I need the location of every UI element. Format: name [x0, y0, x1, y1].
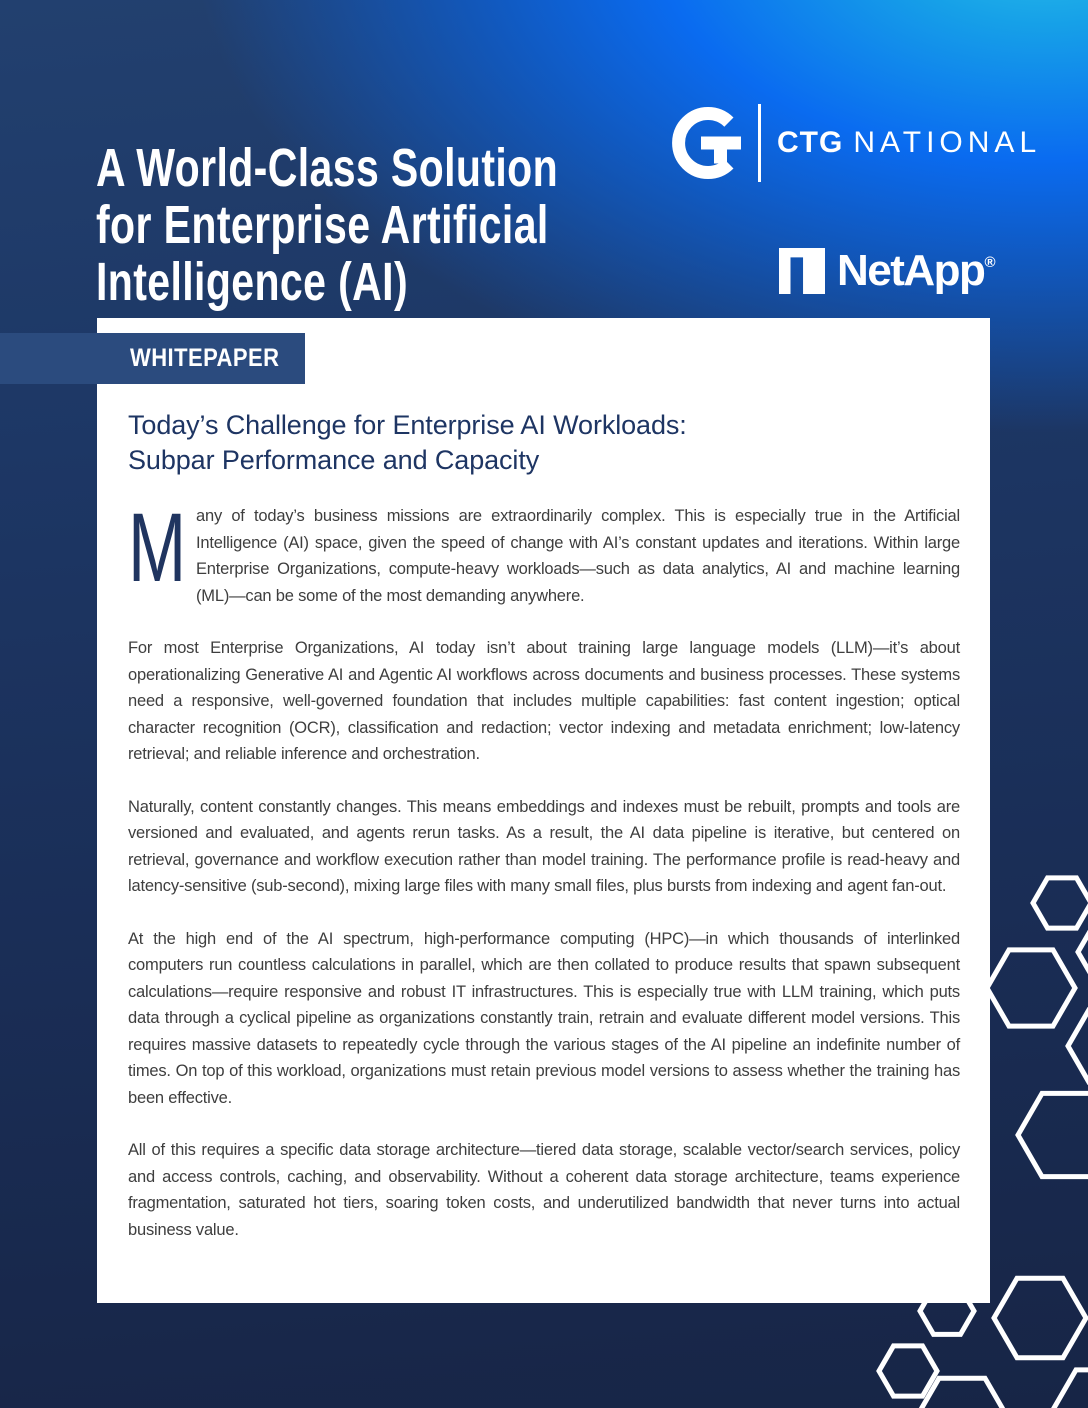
dropcap-letter: M — [128, 493, 187, 602]
page-title-line2: for Enterprise Artificial — [96, 195, 549, 256]
netapp-icon — [779, 248, 825, 294]
registered-mark: ® — [984, 254, 996, 271]
whitepaper-banner — [0, 333, 305, 384]
paragraph-lead-text: any of today’s business missions are extraordinarily complex. This is especially true in the Artificial Intelligence (AI) space, given the speed of change with AI’s constant updates and iterations. Within large Enterprise Organizations, compute-heavy workloads—such as data analytics, AI and machine learning (ML)—can be some of the most demanding anywhere. — [196, 507, 960, 605]
whitepaper-banner-label: WHITEPAPER — [130, 344, 280, 372]
ctg-monogram-icon — [668, 103, 748, 183]
logo-divider — [758, 104, 761, 182]
ctg-national-logo — [668, 103, 1041, 183]
section-heading-line1: Today’s Challenge for Enterprise AI Workloads: — [128, 410, 687, 440]
paragraph: For most Enterprise Organizations, AI today isn’t about training large language models (LLM)—it’s about operationalizing Generative AI and Agentic AI workflows across documents and business processes. These systems need a responsive, well-governed foundation that includes multiple capabilities: fast content ingestion; optical character recognition (OCR), classification and redaction; vector indexing and metadata enrichment; low-latency retrieval; and reliable inference and orchestration. — [128, 639, 960, 763]
page-title-line1: A World-Class Solution — [96, 138, 559, 199]
content-card — [97, 318, 990, 1303]
paragraph-lead — [128, 493, 960, 609]
netapp-logo — [779, 246, 996, 296]
ctg-logo-text-light: NATIONAL — [853, 126, 1042, 159]
page-title — [96, 140, 558, 311]
page-title-line3: Intelligence (AI) — [96, 252, 409, 313]
netapp-wordmark: NetApp® — [837, 246, 996, 295]
paragraph: Naturally, content constantly changes. This means embeddings and indexes must be rebuilt, prompts and tools are versioned and evaluated, and agents rerun tasks. As a result, the AI data pipeline is iterative, but centered on retrieval, governance and workflow execution rather than model training. The performance profile is read-heavy and latency-sensitive (sub-second), mixing large files with many small files, plus bursts from indexing and agent fan-out. — [128, 797, 960, 895]
paragraph: At the high end of the AI spectrum, high-performance computing (HPC)—in which thousands of interlinked computers run countless calculations in parallel, which are then collated to produce results that spawn subsequent calculations—require responsive and robust IT infrastructures. This is especially true with LLM training, which puts data through a cyclical pipeline as organizations constantly train, retrain and evaluate different model versions. This requires massive datasets to repeatedly cycle through the various stages of the AI pipeline an indefinite number of times. On top of this workload, organizations must retain previous model versions to assess whether the training has been effective. — [128, 929, 960, 1107]
section-heading — [128, 408, 960, 478]
section-heading-line2: Subpar Performance and Capacity — [128, 445, 540, 475]
paragraph: All of this requires a specific data storage architecture—tiered data storage, scalable vector/search services, policy and access controls, caching, and observability. Without a coherent data storage architecture, teams experience fragmentation, saturated hot tiers, soaring token costs, and underutilized bandwidth that never turns into actual business value. — [128, 1141, 960, 1239]
ctg-logo-text-bold: CTG — [777, 126, 844, 159]
